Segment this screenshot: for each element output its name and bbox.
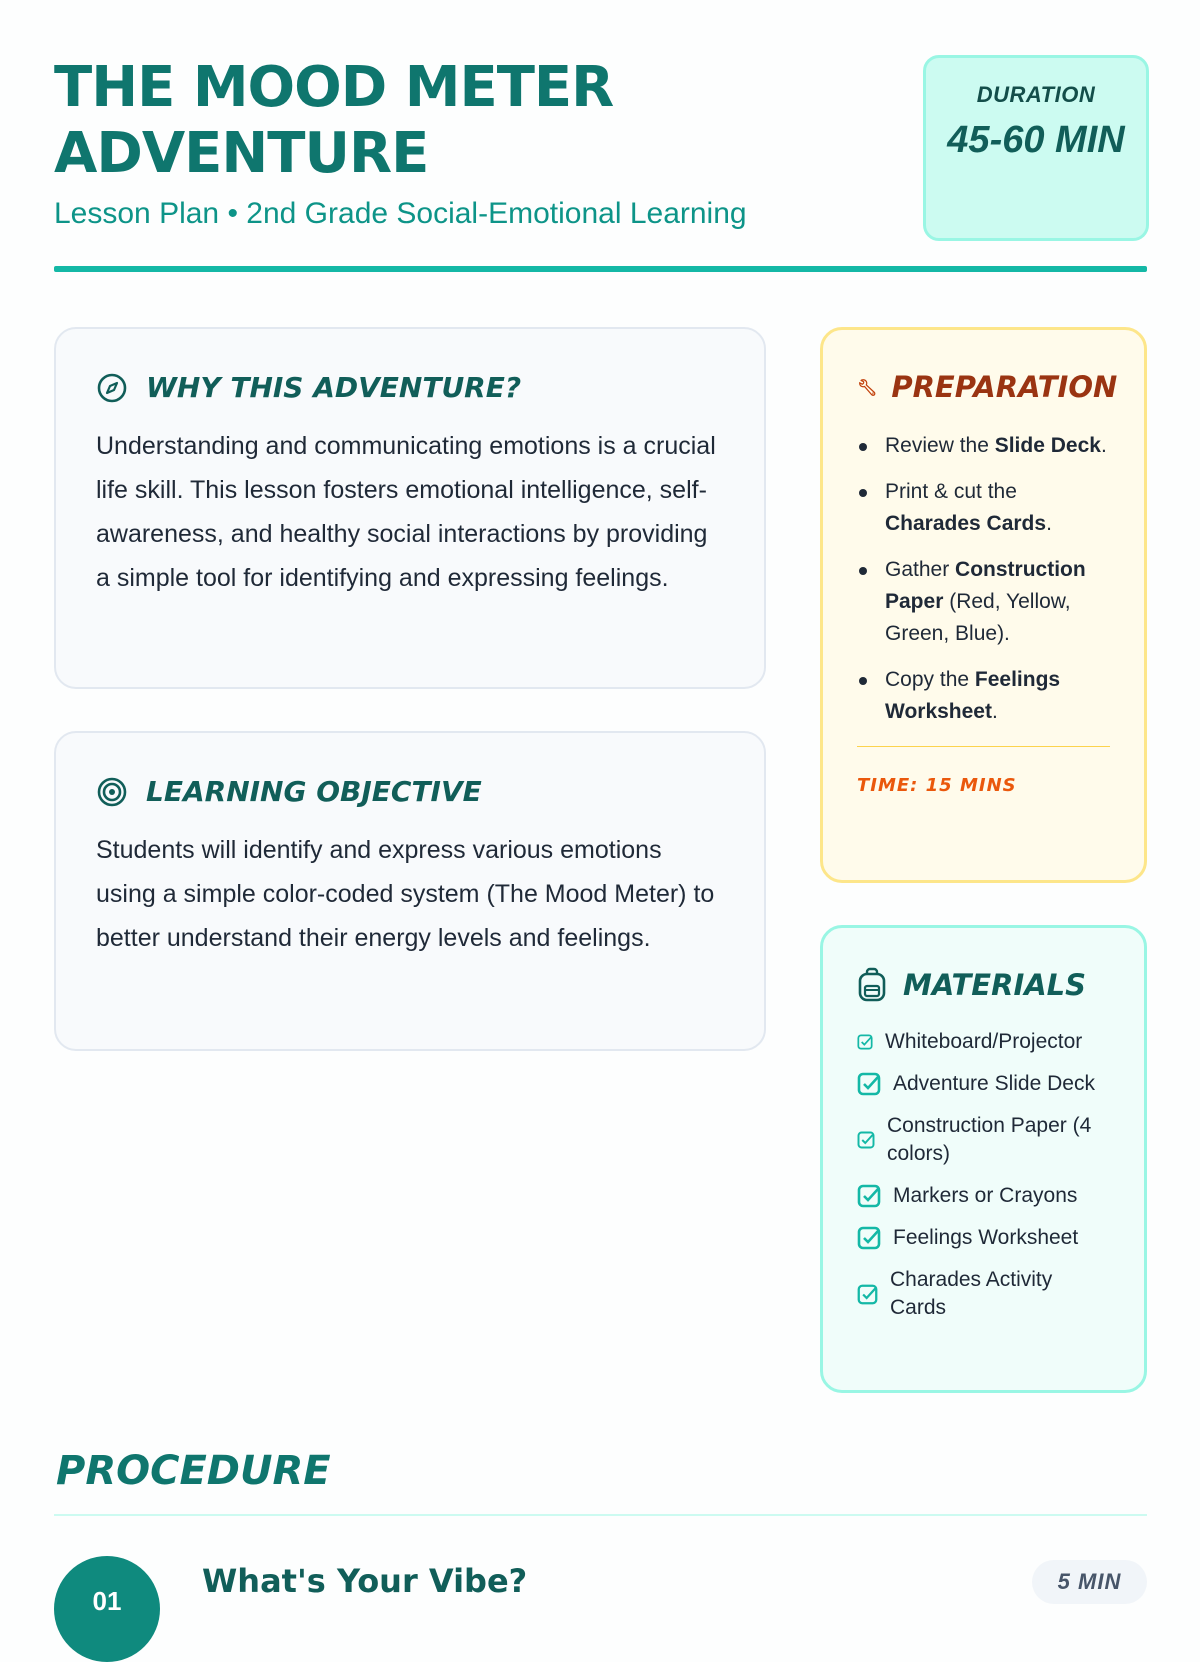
checkbox-icon — [857, 1226, 881, 1250]
duration-value: 45-60 MIN — [947, 119, 1125, 161]
checkbox-icon — [857, 1184, 881, 1208]
preparation-item: Review the Slide Deck. — [857, 430, 1110, 462]
preparation-heading-text: PREPARATION — [891, 370, 1118, 404]
materials-card — [820, 925, 1147, 1393]
step-duration-badge: 5 MIN — [1032, 1560, 1147, 1604]
preparation-card — [820, 327, 1147, 883]
lesson-header — [54, 55, 1147, 231]
backpack-icon — [857, 968, 887, 1002]
materials-item: Charades Activity Cards — [857, 1266, 1114, 1322]
preparation-item: Print & cut the Charades Cards. — [857, 476, 1110, 540]
preparation-time: TIME: 15 MINS — [857, 775, 1017, 796]
preparation-item: Copy the Feelings Worksheet. — [857, 664, 1110, 728]
preparation-item: Gather Construction Paper (Red, Yellow, Green, Blue). — [857, 554, 1110, 650]
preparation-divider — [857, 746, 1110, 747]
materials-item: Adventure Slide Deck — [857, 1070, 1114, 1098]
header-divider — [54, 266, 1147, 272]
duration-badge — [923, 55, 1149, 241]
materials-item: Construction Paper (4 colors) — [857, 1112, 1114, 1168]
why-heading-text: WHY THIS ADVENTURE? — [146, 371, 522, 404]
preparation-heading — [857, 370, 1118, 404]
objective-heading — [96, 775, 724, 808]
procedure-divider — [54, 1514, 1147, 1516]
materials-item: Whiteboard/Projector — [857, 1028, 1114, 1056]
why-card — [54, 327, 766, 689]
materials-item: Feelings Worksheet — [857, 1224, 1114, 1252]
objective-heading-text: LEARNING OBJECTIVE — [146, 775, 482, 808]
page-title: THE MOOD METER ADVENTURE — [54, 55, 614, 186]
materials-heading — [857, 968, 1114, 1002]
objective-body: Students will identify and express various emotions using a simple color-coded system (The Mood Meter) to better understand their energy levels and feelings. — [96, 836, 715, 952]
wrench-icon: 🔧︎ — [857, 377, 878, 397]
checkbox-icon — [857, 1034, 873, 1050]
target-icon — [96, 776, 128, 808]
procedure-heading: PROCEDURE — [56, 1448, 331, 1494]
objective-card — [54, 731, 766, 1051]
materials-item: Markers or Crayons — [857, 1182, 1114, 1210]
materials-list — [857, 1028, 1114, 1322]
duration-label: DURATION — [976, 82, 1096, 107]
step-title: What's Your Vibe? — [202, 1562, 528, 1600]
step-number: 01 — [54, 1556, 160, 1662]
page-subtitle: Lesson Plan • 2nd Grade Social-Emotional Learning — [54, 197, 747, 230]
checkbox-icon — [857, 1131, 875, 1149]
checkbox-icon — [857, 1072, 881, 1096]
materials-heading-text: MATERIALS — [903, 968, 1087, 1002]
preparation-list — [857, 430, 1110, 728]
compass-icon — [96, 372, 128, 404]
checkbox-icon — [857, 1284, 878, 1305]
why-heading — [96, 371, 724, 404]
why-body: Understanding and communicating emotions is a crucial life skill. This lesson fosters emotional intelligence, self-awareness, and healthy social interactions by providing a simple tool for identifying and expressing feelings. — [96, 432, 716, 592]
